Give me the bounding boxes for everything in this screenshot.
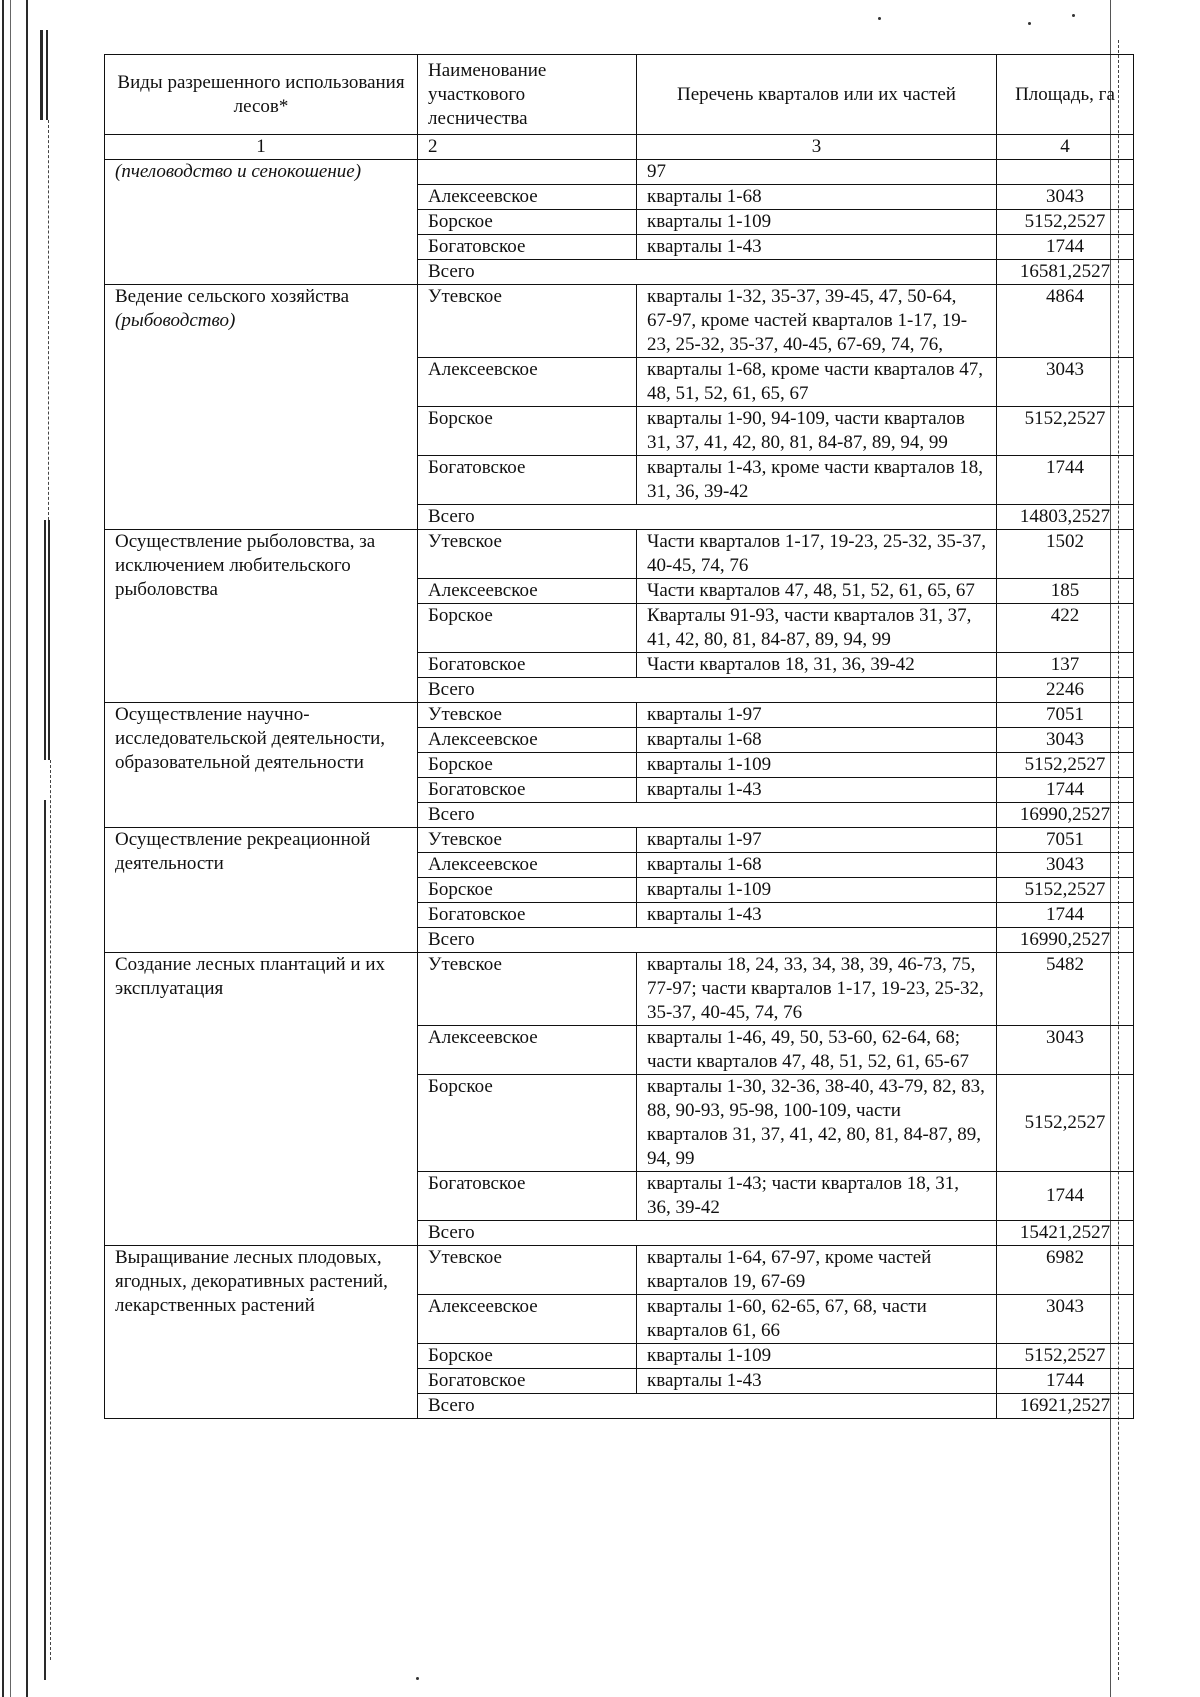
area-cell: 5152,2527 xyxy=(997,1344,1134,1369)
area-cell: 5482 xyxy=(997,953,1134,1026)
quarters-cell: Кварталы 91-93, части кварталов 31, 37, 41, 42, 80, 81, 84-87, 89, 94, 99 xyxy=(637,604,997,653)
area-cell: 1744 xyxy=(997,1172,1134,1221)
quarters-cell: кварталы 1-109 xyxy=(637,1344,997,1369)
total-value: 14803,2527 xyxy=(997,505,1134,530)
area-cell: 5152,2527 xyxy=(997,878,1134,903)
quarters-cell: кварталы 1-43 xyxy=(637,778,997,803)
use-type-name: Осуществление рыболовства, за исключением любительского рыболовства xyxy=(115,531,376,600)
scan-edge-line xyxy=(46,30,48,120)
quarters-cell: кварталы 1-68 xyxy=(637,185,997,210)
area-cell: 3043 xyxy=(997,728,1134,753)
forestry-name-cell: Утевское xyxy=(418,1246,637,1295)
column-number: 2 xyxy=(418,135,637,160)
quarters-cell: кварталы 1-43 xyxy=(637,1369,997,1394)
total-label: Всего xyxy=(418,505,997,530)
quarters-cell: кварталы 1-46, 49, 50, 53-60, 62-64, 68; части кварталов 47, 48, 51, 52, 61, 65-67 xyxy=(637,1026,997,1075)
table-row xyxy=(105,953,1134,1026)
quarters-cell: кварталы 1-109 xyxy=(637,753,997,778)
quarters-cell: 97 xyxy=(637,160,997,185)
use-type-name: Ведение сельского хозяйства xyxy=(115,286,350,307)
use-type-cell xyxy=(105,160,418,285)
forestry-name-cell: Борское xyxy=(418,1344,637,1369)
forestry-name-cell: Утевское xyxy=(418,703,637,728)
total-label: Всего xyxy=(418,1221,997,1246)
quarters-cell: кварталы 1-64, 67-97, кроме частей кварталов 19, 67-69 xyxy=(637,1246,997,1295)
table-row xyxy=(105,703,1134,728)
use-type-cell xyxy=(105,828,418,953)
scan-edge-line xyxy=(44,800,46,1680)
forestry-name-cell: Богатовское xyxy=(418,778,637,803)
scan-edge-line xyxy=(26,0,28,1697)
header-area: Площадь, га xyxy=(997,55,1134,135)
scan-edge-line xyxy=(2,0,4,1697)
forestry-name-cell: Борское xyxy=(418,407,637,456)
total-label: Всего xyxy=(418,928,997,953)
quarters-cell: кварталы 1-90, 94-109, части кварталов 31, 37, 41, 42, 80, 81, 84-87, 89, 94, 99 xyxy=(637,407,997,456)
forestry-name-cell: Богатовское xyxy=(418,235,637,260)
forestry-name-cell: Борское xyxy=(418,1075,637,1172)
total-value: 16990,2527 xyxy=(997,803,1134,828)
area-cell: 7051 xyxy=(997,828,1134,853)
forestry-name-cell: Алексеевское xyxy=(418,579,637,604)
table-row xyxy=(105,160,1134,185)
header-quarters-list: Перечень кварталов или их частей xyxy=(637,55,997,135)
forestry-name-cell: Утевское xyxy=(418,828,637,853)
scan-edge-line xyxy=(10,0,11,1697)
scan-speck xyxy=(1072,14,1075,17)
use-type-cell xyxy=(105,530,418,703)
quarters-cell: кварталы 1-68 xyxy=(637,853,997,878)
use-type-cell xyxy=(105,953,418,1246)
area-cell: 1744 xyxy=(997,235,1134,260)
table-row xyxy=(105,1246,1134,1295)
area-cell: 1744 xyxy=(997,778,1134,803)
forestry-name-cell xyxy=(418,160,637,185)
total-value: 2246 xyxy=(997,678,1134,703)
forestry-name-cell: Алексеевское xyxy=(418,1295,637,1344)
total-label: Всего xyxy=(418,1394,997,1419)
area-cell: 1744 xyxy=(997,903,1134,928)
forest-use-table xyxy=(104,54,1134,1419)
area-cell: 1744 xyxy=(997,1369,1134,1394)
quarters-cell: кварталы 1-43 xyxy=(637,235,997,260)
use-type-cell xyxy=(105,703,418,828)
use-type-name: Осуществление научно-исследовательской деятельности, образовательной деятельности xyxy=(115,704,386,773)
use-type-name: Осуществление рекреационной деятельности xyxy=(115,829,371,874)
column-number: 4 xyxy=(997,135,1134,160)
forestry-name-cell: Богатовское xyxy=(418,1172,637,1221)
area-cell: 3043 xyxy=(997,1295,1134,1344)
quarters-cell: кварталы 1-43, кроме части кварталов 18, 31, 36, 39-42 xyxy=(637,456,997,505)
area-cell: 5152,2527 xyxy=(997,753,1134,778)
area-cell: 3043 xyxy=(997,358,1134,407)
quarters-cell: кварталы 1-60, 62-65, 67, 68, части кварталов 61, 66 xyxy=(637,1295,997,1344)
use-type-cell xyxy=(105,1246,418,1419)
scan-edge-line xyxy=(44,520,46,760)
forestry-name-cell: Алексеевское xyxy=(418,185,637,210)
area-cell: 6982 xyxy=(997,1246,1134,1295)
quarters-cell: кварталы 1-43; части кварталов 18, 31, 36, 39-42 xyxy=(637,1172,997,1221)
forestry-name-cell: Богатовское xyxy=(418,653,637,678)
quarters-cell: кварталы 1-109 xyxy=(637,878,997,903)
table-row xyxy=(105,530,1134,579)
total-label: Всего xyxy=(418,260,997,285)
use-type-name: Выращивание лесных плодовых, ягодных, декоративных растений, лекарственных растений xyxy=(115,1247,388,1316)
area-cell: 1744 xyxy=(997,456,1134,505)
area-cell: 1502 xyxy=(997,530,1134,579)
forestry-name-cell: Богатовское xyxy=(418,1369,637,1394)
quarters-cell: кварталы 1-32, 35-37, 39-45, 47, 50-64, 67-97, кроме частей кварталов 1-17, 19-23, 25-32, 35-37, 40-45, 67-69, 74, 76, xyxy=(637,285,997,358)
scan-edge-dash xyxy=(48,120,49,520)
area-cell: 5152,2527 xyxy=(997,407,1134,456)
area-cell: 3043 xyxy=(997,853,1134,878)
quarters-cell: кварталы 1-68, кроме части кварталов 47, 48, 51, 52, 61, 65, 67 xyxy=(637,358,997,407)
use-type-cell xyxy=(105,285,418,530)
quarters-cell: Части кварталов 18, 31, 36, 39-42 xyxy=(637,653,997,678)
quarters-cell: кварталы 1-43 xyxy=(637,903,997,928)
area-cell: 185 xyxy=(997,579,1134,604)
quarters-cell: кварталы 18, 24, 33, 34, 38, 39, 46-73, 75, 77-97; части кварталов 1-17, 19-23, 25-32, 35-37, 40-45, 74, 76 xyxy=(637,953,997,1026)
area-cell: 4864 xyxy=(997,285,1134,358)
total-label: Всего xyxy=(418,678,997,703)
area-cell: 3043 xyxy=(997,185,1134,210)
area-cell xyxy=(997,160,1134,185)
area-cell: 5152,2527 xyxy=(997,1075,1134,1172)
forestry-name-cell: Борское xyxy=(418,604,637,653)
quarters-cell: кварталы 1-30, 32-36, 38-40, 43-79, 82, 83, 88, 90-93, 95-98, 100-109, части кварталов 31, 37, 41, 42, 80, 81, 84-87, 89, 94, 99 xyxy=(637,1075,997,1172)
scan-speck xyxy=(878,17,881,20)
area-cell: 5152,2527 xyxy=(997,210,1134,235)
area-cell: 3043 xyxy=(997,1026,1134,1075)
total-value: 16921,2527 xyxy=(997,1394,1134,1419)
forestry-name-cell: Утевское xyxy=(418,530,637,579)
header-forestry-name: Наименование участкового лесничества xyxy=(418,55,637,135)
use-type-subtype: (рыбоводство) xyxy=(115,310,236,331)
forestry-name-cell: Богатовское xyxy=(418,456,637,505)
scan-edge-line xyxy=(48,520,50,760)
total-value: 15421,2527 xyxy=(997,1221,1134,1246)
forestry-name-cell: Борское xyxy=(418,878,637,903)
quarters-cell: Части кварталов 47, 48, 51, 52, 61, 65, 67 xyxy=(637,579,997,604)
forestry-name-cell: Алексеевское xyxy=(418,853,637,878)
scan-speck xyxy=(1028,22,1031,25)
header-use-type: Виды разрешенного использования лесов* xyxy=(105,55,418,135)
column-number: 1 xyxy=(105,135,418,160)
quarters-cell: кварталы 1-68 xyxy=(637,728,997,753)
table-row xyxy=(105,285,1134,358)
total-value: 16581,2527 xyxy=(997,260,1134,285)
area-cell: 137 xyxy=(997,653,1134,678)
table-row xyxy=(105,828,1134,853)
forestry-name-cell: Борское xyxy=(418,210,637,235)
column-number: 3 xyxy=(637,135,997,160)
quarters-cell: кварталы 1-109 xyxy=(637,210,997,235)
quarters-cell: кварталы 1-97 xyxy=(637,703,997,728)
forestry-name-cell: Богатовское xyxy=(418,903,637,928)
table-header-row xyxy=(105,55,1134,135)
scan-speck xyxy=(416,1677,419,1680)
scan-edge-dash xyxy=(50,760,51,1660)
use-type-subtype: (пчеловодство и сенокошение) xyxy=(115,161,362,182)
area-cell: 422 xyxy=(997,604,1134,653)
table-body xyxy=(105,160,1134,1419)
forestry-name-cell: Алексеевское xyxy=(418,358,637,407)
forestry-name-cell: Алексеевское xyxy=(418,728,637,753)
scan-edge-line xyxy=(40,30,43,120)
use-type-name: Создание лесных плантаций и их эксплуатация xyxy=(115,954,386,999)
forestry-name-cell: Борское xyxy=(418,753,637,778)
forestry-name-cell: Утевское xyxy=(418,953,637,1026)
forestry-name-cell: Утевское xyxy=(418,285,637,358)
quarters-cell: Части кварталов 1-17, 19-23, 25-32, 35-37, 40-45, 74, 76 xyxy=(637,530,997,579)
area-cell: 7051 xyxy=(997,703,1134,728)
forestry-name-cell: Алексеевское xyxy=(418,1026,637,1075)
column-number-row xyxy=(105,135,1134,160)
quarters-cell: кварталы 1-97 xyxy=(637,828,997,853)
total-value: 16990,2527 xyxy=(997,928,1134,953)
total-label: Всего xyxy=(418,803,997,828)
